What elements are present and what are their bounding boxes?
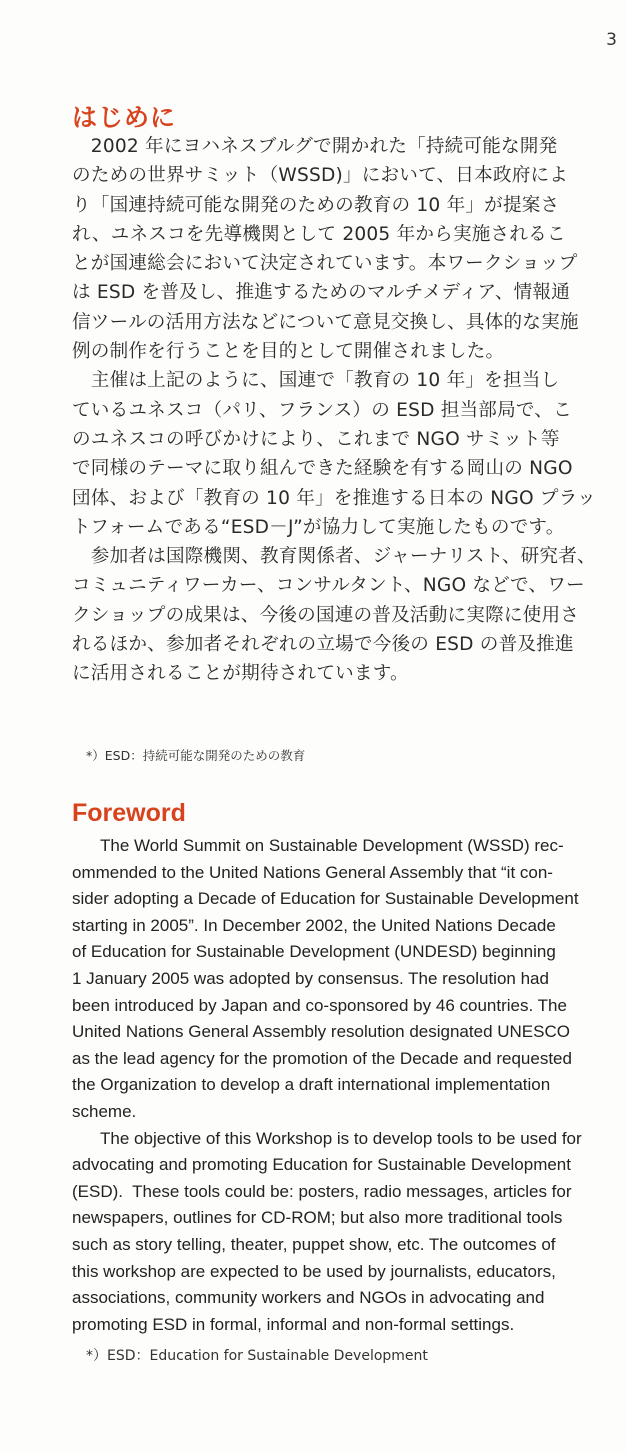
- text-line: such as story telling, theater, puppet show, etc. The outcomes of: [72, 1234, 556, 1254]
- text-line: been introduced by Japan and co-sponsored by 46 countries. The: [72, 995, 567, 1015]
- japanese-paragraph-2: [72, 366, 604, 542]
- text-line: 例の制作を行うことを目的として開催されました。: [72, 341, 505, 363]
- text-line: promoting ESD in formal, informal and non-formal settings.: [72, 1314, 515, 1334]
- text-line: United Nations General Assembly resolution designated UNESCO: [72, 1022, 570, 1042]
- text-line: 信ツールの活用方法などについて意見交換し、具体的な実施: [72, 311, 579, 333]
- text-line: 2002 年にヨハネスブルグで開かれた「持続可能な開発: [72, 136, 558, 157]
- text-line: れるほか、参加者それぞれの立場で今後の ESD の普及推進: [72, 634, 574, 656]
- text-line: で同様のテーマに取り組んできた経験を有する岡山の NGO: [72, 458, 573, 480]
- text-line: 参加者は国際機関、教育関係者、ジャーナリスト、研究者、: [72, 546, 596, 568]
- text-line: クショップの成果は、今後の国連の普及活動に実際に使用さ: [72, 604, 580, 626]
- text-line: advocating and promoting Education for Sustainable Development: [72, 1155, 571, 1175]
- text-line: (ESD). These tools could be: posters, radio messages, articles for: [72, 1181, 572, 1201]
- english-footnote: *）ESD：Education for Sustainable Development: [86, 1348, 428, 1364]
- japanese-paragraph-1: [72, 132, 604, 366]
- text-line: the Organization to develop a draft international implementation: [72, 1075, 551, 1095]
- text-line: The World Summit on Sustainable Development (WSSD) rec-: [72, 836, 564, 855]
- text-line: り「国連持続可能な開発のための教育の 10 年」が提案さ: [72, 194, 560, 216]
- text-line: は ESD を普及し、推進するためのマルチメディア、情報通: [72, 282, 571, 304]
- english-heading: Foreword: [72, 799, 186, 827]
- text-line: The objective of this Workshop is to develop tools to be used for: [72, 1128, 582, 1148]
- text-line: 主催は上記のように、国連で「教育の 10 年」を担当し: [72, 370, 560, 392]
- text-line: sider adopting a Decade of Education for Sustainable Development: [72, 889, 579, 909]
- text-line: コミュニティワーカー、コンサルタント、NGO などで、ワー: [72, 575, 585, 597]
- english-paragraph-2: [72, 1126, 602, 1339]
- text-line: of Education for Sustainable Development (UNDESD) beginning: [72, 942, 556, 962]
- text-line: 団体、および「教育の 10 年」を推進する日本の NGO プラッ: [72, 487, 596, 509]
- text-line: れ、ユネスコを先導機関として 2005 年から実施されるこ: [72, 223, 566, 245]
- text-line: associations, community workers and NGOs in advocating and: [72, 1288, 545, 1308]
- text-line: starting in 2005”. In December 2002, the United Nations Decade: [72, 915, 556, 935]
- text-line: のユネスコの呼びかけにより、これまで NGO サミット等: [72, 428, 560, 450]
- text-line: newspapers, outlines for CD-ROM; but also more traditional tools: [72, 1208, 563, 1228]
- text-line: のための世界サミット（WSSD)」において、日本政府によ: [72, 165, 569, 187]
- text-line: とが国連総会において決定されています。本ワークショップ: [72, 253, 578, 275]
- japanese-heading: はじめに: [72, 103, 177, 132]
- text-line: scheme.: [72, 1101, 137, 1121]
- text-line: this workshop are expected to be used by journalists, educators,: [72, 1261, 556, 1281]
- japanese-paragraph-3: [72, 542, 604, 688]
- english-body: [72, 833, 602, 1338]
- japanese-body: [72, 132, 604, 689]
- page-number: 3: [606, 30, 617, 50]
- text-line: as the lead agency for the promotion of the Decade and requested: [72, 1048, 572, 1068]
- english-paragraph-1: [72, 833, 602, 1126]
- japanese-footnote: *）ESD：持続可能な開発のための教育: [86, 748, 306, 763]
- text-line: ommended to the United Nations General Assembly that “it con-: [72, 862, 553, 882]
- text-line: トフォームである“ESD－J”が協力して実施したものです。: [72, 516, 565, 538]
- text-line: ているユネスコ（パリ、フランス）の ESD 担当部局で、こ: [72, 399, 572, 421]
- text-line: 1 January 2005 was adopted by consensus. The resolution had: [72, 968, 549, 988]
- text-line: に活用されることが期待されています。: [72, 663, 409, 685]
